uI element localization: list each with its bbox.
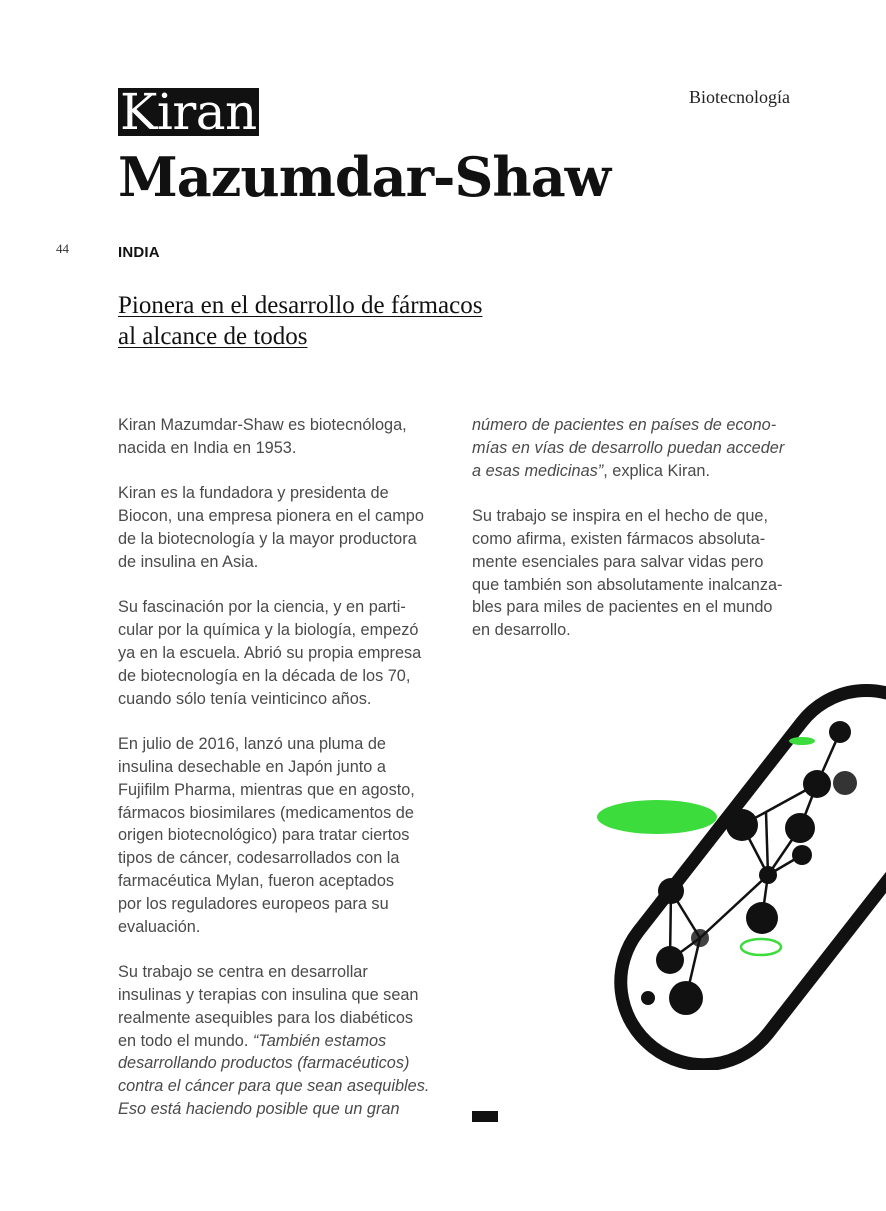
green-ring (741, 939, 781, 955)
body-line: realmente asequibles para los diabéticos (118, 1008, 414, 1027)
end-of-article-mark (472, 1111, 498, 1122)
quote-text: desarrollando productos (farmacéuticos) (118, 1054, 410, 1073)
body-line (472, 460, 812, 483)
quote-text: mías en vías de desarrollo puedan acceder (472, 438, 785, 457)
article-subtitle (118, 290, 578, 352)
body-line: evaluación. (118, 917, 201, 936)
quote-text: a esas medicinas” (472, 461, 604, 480)
first-name-heading: Kiran (120, 83, 257, 141)
country-label: INDIA (118, 244, 160, 261)
body-line: ya en la escuela. Abrió su propia empresa (118, 643, 422, 662)
body-line: Su fascinación por la ciencia, y en parti- (118, 598, 406, 617)
body-line: como afirma, existen fármacos absoluta- (472, 529, 766, 548)
quote-line (118, 1098, 458, 1121)
body-line: en desarrollo. (472, 621, 571, 640)
body-line: insulina desechable en Japón junto a (118, 757, 386, 776)
body-line: origen biotecnológico) para tratar ciertos (118, 826, 410, 845)
quote-text: Eso está haciendo posible que un gran (118, 1099, 400, 1118)
body-line: bles para miles de pacientes en el mundo (472, 598, 773, 617)
body-line: Su trabajo se centra en desarrollar (118, 963, 368, 982)
body-line: fármacos biosimilares (medicamentos de (118, 803, 414, 822)
body-line: insulinas y terapias con insulina que sean (118, 985, 419, 1004)
quote-text: “También estamos (252, 1031, 387, 1050)
green-blob (789, 737, 815, 745)
body-line: Kiran es la fundadora y presidenta de (118, 484, 389, 503)
left-text-column (118, 414, 458, 1121)
body-line: Fujifilm Pharma, mientras que en agosto, (118, 780, 415, 799)
body-line: que también son absolutamente inalcanza- (472, 575, 783, 594)
quote-text: contra el cáncer para que sean asequibles. (118, 1077, 430, 1096)
quote-text: número de pacientes en países de econo- (472, 416, 777, 434)
body-line: Su trabajo se inspira en el hecho de que, (472, 507, 768, 526)
body-line: tipos de cáncer, codesarrollados con la (118, 849, 400, 868)
body-line: de insulina en Asia. (118, 552, 259, 571)
quote-line (118, 1052, 458, 1075)
quote-line (472, 414, 812, 437)
body-line: farmacéutica Mylan, fueron aceptados (118, 871, 395, 890)
body-line: Kiran Mazumdar-Shaw es biotecnóloga, (118, 416, 407, 434)
body-line: cular por la química y la biología, empezó (118, 621, 419, 640)
body-line: por los reguladores europeos para su (118, 894, 389, 913)
body-line: nacida en India en 1953. (118, 438, 297, 457)
body-text: , explica Kiran. (603, 461, 711, 480)
green-blob (597, 800, 717, 834)
body-line (118, 1030, 458, 1053)
right-text-column (472, 414, 812, 642)
body-line: cuando sólo tenía veinticinco años. (118, 689, 372, 708)
body-line: En julio de 2016, lanzó una pluma de (118, 735, 386, 754)
quote-line (472, 437, 812, 460)
section-label: Biotecnología (689, 87, 790, 107)
body-line: de la biotecnología y la mayor productora (118, 529, 417, 548)
quote-line (118, 1075, 458, 1098)
body-line: mente esenciales para salvar vidas pero (472, 552, 764, 571)
subtitle-line: Pionera en el desarrollo de fármacos (118, 292, 483, 319)
body-line: de biotecnología en la década de los 70, (118, 666, 411, 685)
last-name-heading: Mazumdar-Shaw (118, 145, 611, 209)
body-text: en todo el mundo. (118, 1031, 253, 1050)
body-line: Biocon, una empresa pionera en el campo (118, 507, 424, 526)
bacterium-illustration-icon (590, 670, 886, 1070)
page-number: 44 (56, 241, 69, 256)
subtitle-line: al alcance de todos (118, 323, 308, 350)
